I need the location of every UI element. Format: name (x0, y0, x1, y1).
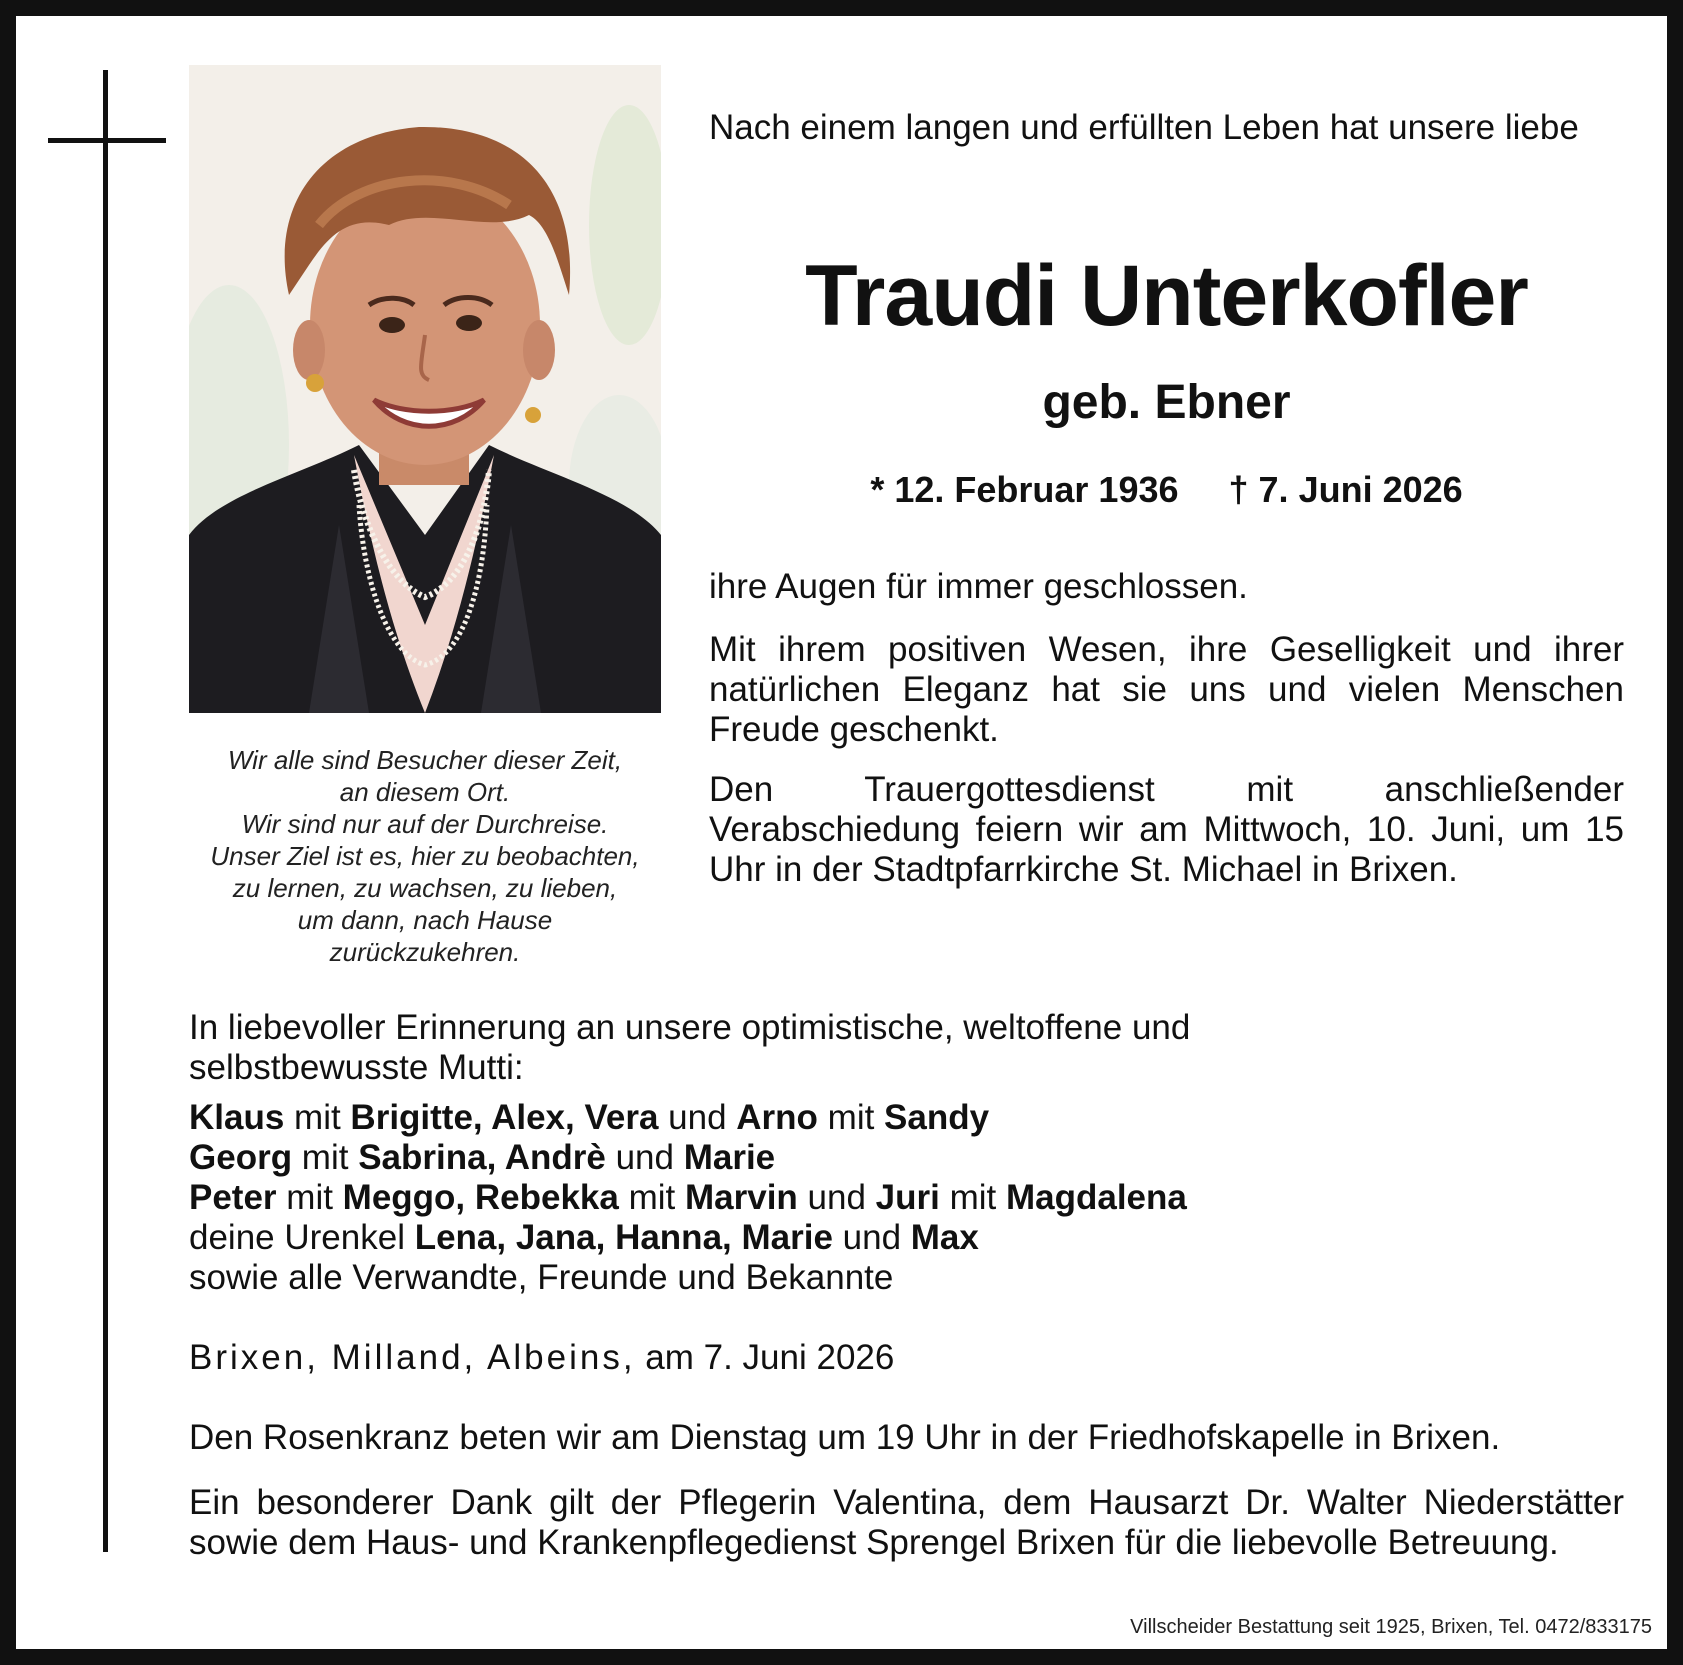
family-names: Sandy (884, 1098, 990, 1137)
family-connector: und (797, 1178, 876, 1217)
family-names: Brigitte, Alex, Vera (350, 1098, 659, 1137)
family-names: Marvin (684, 1178, 798, 1217)
family-connector: mit (939, 1178, 1006, 1217)
poem-line: zu lernen, zu wachsen, zu lieben, (232, 873, 618, 903)
portrait-photo (189, 65, 661, 713)
family-line (189, 1098, 1589, 1138)
birth-date: * 12. Februar 1936 (870, 469, 1179, 510)
family-connector: mit (618, 1178, 685, 1217)
family-names: Arno (736, 1098, 818, 1137)
poem-line: um dann, nach Hause (297, 905, 553, 935)
family-names: Sabrina, Andrè (358, 1138, 606, 1177)
family-names: Peter (189, 1178, 277, 1217)
cross-horizontal-bar (48, 138, 166, 143)
family-names: Max (910, 1218, 979, 1257)
family-names: Georg (189, 1138, 293, 1177)
poem-line: Wir alle sind Besucher dieser Zeit, (227, 745, 623, 775)
family-line (189, 1178, 1589, 1218)
family-names: Juri (875, 1178, 940, 1217)
closing-eyes-text: ihre Augen für immer geschlossen. (709, 567, 1248, 606)
intro-text: Nach einem langen und erfüllten Leben hat unsere liebe (709, 108, 1579, 147)
family-connector: mit (292, 1138, 359, 1177)
family-names: Lena, Jana, Hanna, Marie (414, 1218, 833, 1257)
funeral-home-footer: Villscheider Bestattung seit 1925, Brixen, Tel. 0472/833175 (1130, 1616, 1652, 1638)
deceased-name: Traudi Unterkofler (805, 248, 1528, 344)
family-connector: und (658, 1098, 737, 1137)
rosary-text: Den Rosenkranz beten wir am Dienstag um 19 Uhr in der Friedhofskapelle in Brixen. (189, 1418, 1501, 1457)
family-names: Marie (683, 1138, 776, 1177)
cross-vertical-bar (103, 70, 108, 1552)
character-text: Mit ihrem positiven Wesen, ihre Geselligkeit und ihrer natürlichen Eleganz hat sie uns und vielen Menschen Freude geschenkt. (709, 630, 1624, 749)
family-connector: mit (276, 1178, 343, 1217)
family-connector: mit (817, 1098, 885, 1137)
poem-line: Wir sind nur auf der Durchreise. (241, 809, 609, 839)
family-connector: deine Urenkel (189, 1218, 415, 1257)
memorial-poem (180, 744, 670, 968)
poem-line: zurückzukehren. (329, 937, 521, 967)
death-date: † 7. Juni 2026 (1228, 469, 1463, 510)
family-names: Meggo, Rebekka (342, 1178, 619, 1217)
funeral-service-text: Den Trauergottesdienst mit anschließender Verabschiedung feiern wir am Mittwoch, 10. Juni, um 15 Uhr in der Stadtpfarrkirche St. Michael in Brixen. (709, 770, 1624, 889)
place-date (189, 1338, 894, 1378)
thanks-text: Ein besonderer Dank gilt der Pflegerin Valentina, dem Hausarzt Dr. Walter Niederstätter sowie dem Haus- und Krankenpflegedienst Sprengel Brixen für die liebevolle Betreuung. (189, 1483, 1624, 1562)
family-line (189, 1138, 1589, 1178)
family-list (189, 1098, 1589, 1298)
family-connector: und (605, 1138, 684, 1177)
poem-line: Unser Ziel ist es, hier zu beobachten, (210, 841, 640, 871)
notice-date: am 7. Juni 2026 (635, 1338, 895, 1377)
family-connector: sowie alle Verwandte, Freunde und Bekannte (189, 1258, 894, 1297)
family-connector: mit (284, 1098, 351, 1137)
family-line (189, 1218, 1589, 1258)
place-names: Brixen, Milland, Albeins, (189, 1338, 636, 1377)
family-names: Klaus (189, 1098, 285, 1137)
poem-line: an diesem Ort. (339, 777, 511, 807)
family-line (189, 1258, 1589, 1298)
birth-name: geb. Ebner (1042, 376, 1291, 429)
family-connector: und (832, 1218, 911, 1257)
life-dates (709, 468, 1624, 512)
family-names: Magdalena (1005, 1178, 1187, 1217)
memory-text: In liebevoller Erinnerung an unsere optimistische, weltoffene und selbstbewusste Mutti: (189, 1008, 1191, 1087)
